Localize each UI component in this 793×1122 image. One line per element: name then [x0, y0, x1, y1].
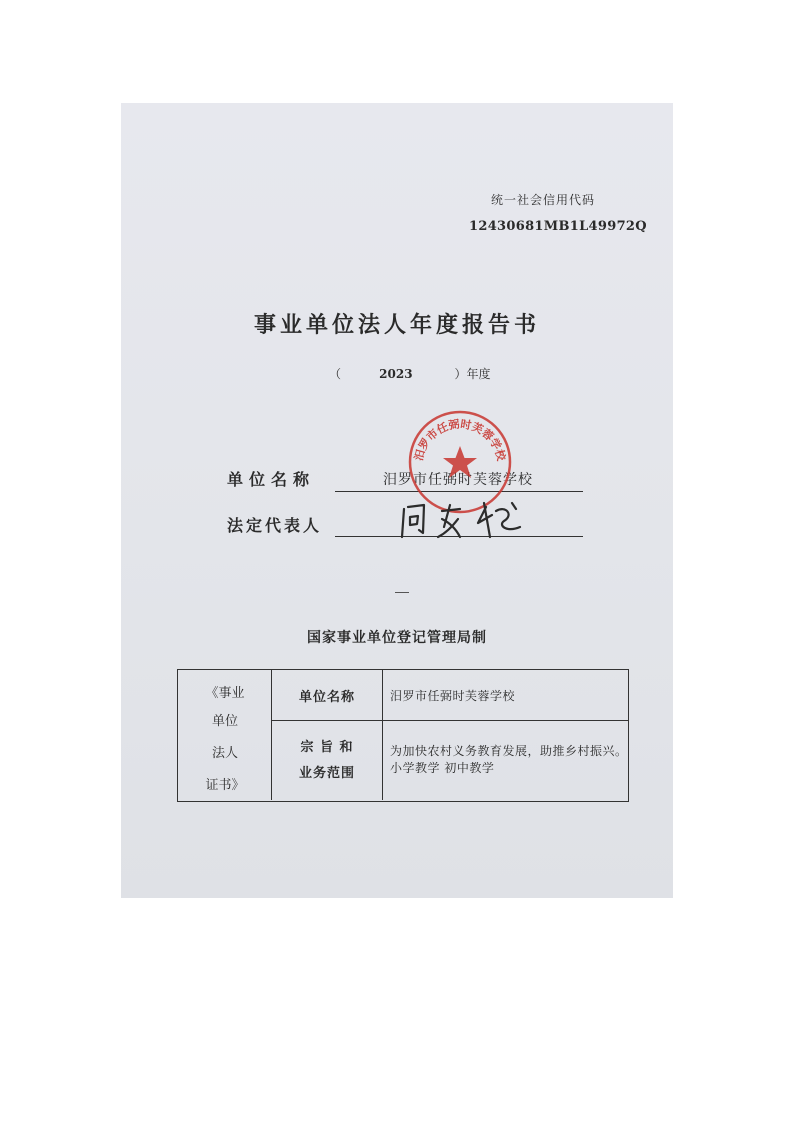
certificate-column-divider [382, 670, 383, 800]
year-suffix: ）年度 [454, 367, 491, 381]
report-cover-sheet [121, 103, 673, 898]
separator-dash [395, 592, 409, 593]
report-title: 事业单位法人年度报告书 [253, 312, 540, 338]
legal-representative-label: 法定代表人 [227, 516, 323, 535]
report-year: 2023 [379, 367, 413, 381]
credit-code-label: 统一社会信用代码 [491, 193, 596, 207]
certificate-title-line: 法人 [211, 746, 238, 761]
seal-text: 汨罗市任弼时芙蓉学校 [412, 417, 508, 463]
year-open-paren: （ [329, 367, 342, 381]
certificate-title-line: 证书》 [205, 778, 245, 793]
certificate-table [177, 669, 629, 802]
certificate-title-line: 单位 [211, 714, 238, 729]
certificate-scope-label-line2: 业务范围 [298, 766, 355, 781]
certificate-title-cell [178, 670, 272, 800]
certificate-unit-name-value: 汨罗市任弼时芙蓉学校 [390, 689, 516, 703]
certificate-row-divider [272, 720, 628, 721]
certificate-scope-value-line2: 小学教学 初中教学 [390, 761, 495, 775]
issuer-name: 国家事业单位登记管理局制 [307, 630, 487, 646]
certificate-unit-name-label: 单位名称 [298, 690, 355, 705]
handwritten-signature [394, 493, 544, 543]
unit-name-value: 汨罗市任弼时芙蓉学校 [383, 472, 533, 488]
credit-code-value: 12430681MB1L49972Q [469, 219, 647, 234]
certificate-title-line: 《事业 [205, 686, 245, 701]
unit-name-label: 单位名称 [227, 470, 316, 489]
report-year-line [329, 365, 491, 382]
certificate-scope-label-line1: 宗 旨 和 [300, 740, 354, 755]
certificate-scope-value-line1: 为加快农村义务教育发展，助推乡村振兴。 [390, 744, 628, 758]
